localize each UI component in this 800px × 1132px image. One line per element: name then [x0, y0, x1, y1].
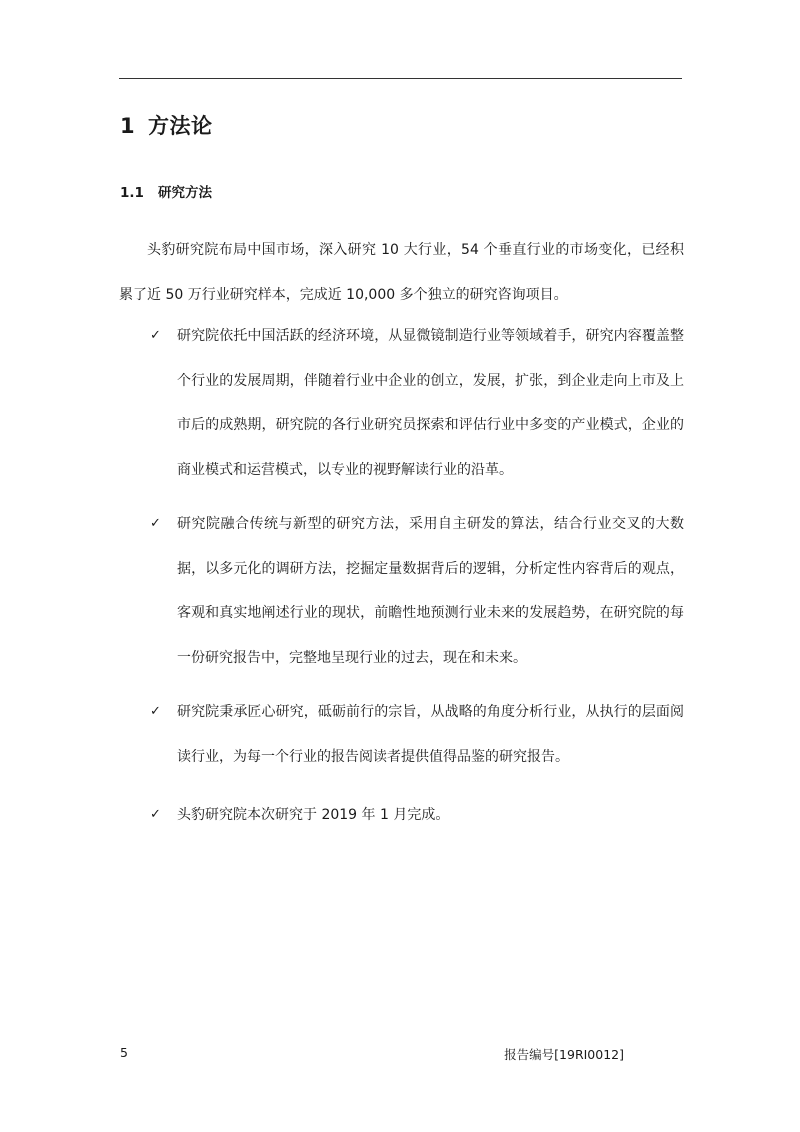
bullet-text: 研究院依托中国活跃的经济环境，从显微镜制造行业等领域着手，研究内容覆盖整个行业的发展周期，伴随着行业中企业的创立，发展，扩张，到企业走向上市及上市后的成熟期，研究院的各行业研究员探索和评估行业中多变的产业模式，企业的商业模式和运营模式，以专业的视野解读行业的沿革。	[177, 328, 684, 478]
page-number: 5	[120, 1045, 128, 1060]
subsection-number: 1.1	[120, 185, 144, 201]
section-title: 方法论	[148, 114, 213, 138]
check-icon: ✓	[150, 328, 161, 343]
subsection-heading	[120, 181, 212, 201]
report-code: 报告编号[19RI0012]	[504, 1047, 624, 1062]
subsection-title: 研究方法	[158, 185, 212, 201]
bullet-text: 研究院秉承匠心研究，砥砺前行的宗旨，从战略的角度分析行业，从执行的层面阅读行业，为每一个行业的报告阅读者提供值得品鉴的研究报告。	[177, 704, 684, 765]
bullet-item	[150, 793, 684, 838]
check-icon: ✓	[150, 704, 161, 719]
section-number: 1	[120, 114, 136, 138]
section-heading	[120, 110, 213, 140]
bullet-item	[150, 314, 684, 492]
intro-paragraph: 头豹研究院布局中国市场，深入研究 10 大行业，54 个垂直行业的市场变化，已经积累了近 50 万行业研究样本，完成近 10,000 多个独立的研究咨询项目。	[119, 242, 684, 303]
bullet-item	[150, 502, 684, 680]
check-icon: ✓	[150, 807, 161, 822]
header-rule	[119, 78, 682, 79]
bullet-text: 研究院融合传统与新型的研究方法，采用自主研发的算法，结合行业交叉的大数据，以多元化的调研方法，挖掘定量数据背后的逻辑，分析定性内容背后的观点，客观和真实地阐述行业的现状，前瞻性地预测行业未来的发展趋势，在研究院的每一份研究报告中，完整地呈现行业的过去，现在和未来。	[177, 516, 684, 666]
bullet-text: 头豹研究院本次研究于 2019 年 1 月完成。	[177, 807, 450, 823]
check-icon: ✓	[150, 516, 161, 531]
bullet-item	[150, 690, 684, 779]
